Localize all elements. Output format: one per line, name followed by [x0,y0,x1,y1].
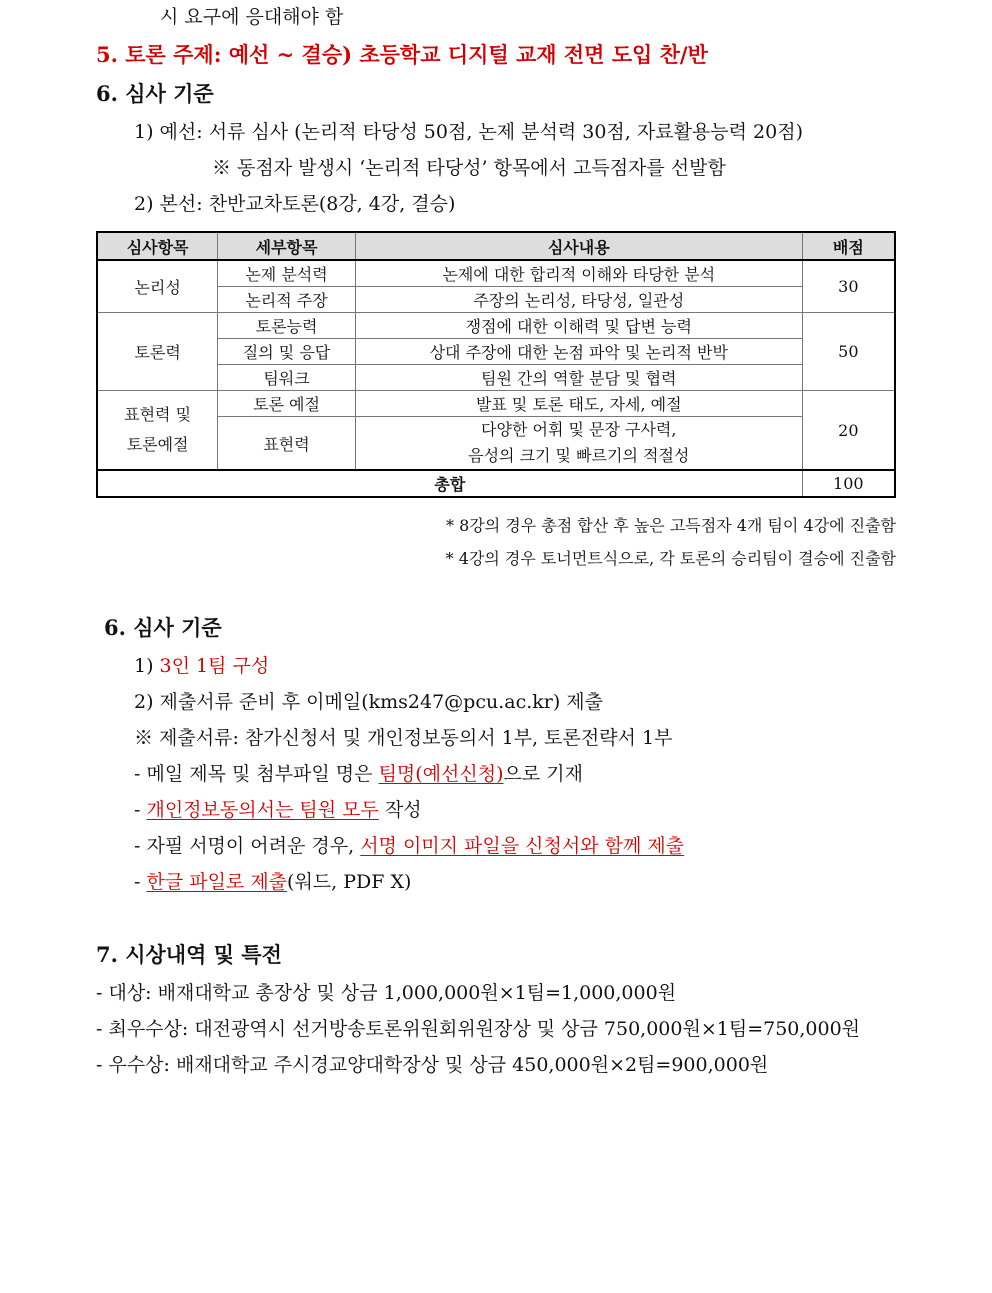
table-row [97,313,895,339]
excellence-prize: - 최우수상: 대전광역시 선거방송토론위원회위원장상 및 상금 750,000원×1팀=750,000원 [96,1018,861,1040]
main-round-criteria: 2) 본선: 찬반교차토론(8강, 4강, 결승) [134,193,456,215]
continuation-text: 시 요구에 응대해야 함 [160,6,344,28]
text-segment: - [134,799,147,821]
sub-item-cell: 논제 분석력 [218,260,356,287]
category-cell: 논리성 [97,260,218,313]
sub-item-cell: 토론능력 [218,313,356,339]
text-segment: - 메일 제목 및 첨부파일 명은 [134,763,379,785]
text-segment: - [134,871,147,893]
signature-rule [134,833,684,859]
prelim-criteria: 1) 예선: 서류 심사 (논리적 타당성 50점, 논제 분석력 30점, 자료활용능력 20점) [134,121,803,143]
team-name-highlight: 팀명(예선신청) [378,763,504,785]
content-line: 음성의 크기 및 빠르기의 적절성 [468,446,690,465]
table-row [97,260,895,287]
category-cell [97,391,218,471]
text-segment: - 자필 서명이 어려운 경우, [134,835,361,857]
file-format-highlight: 한글 파일로 제출 [146,871,288,893]
naming-rule [134,761,583,787]
text-segment: 으로 기재 [503,763,583,785]
sub-item-cell: 논리적 주장 [218,287,356,313]
topic-heading: 5. 토론 주제: 예선 ~ 결승) 초등학교 디지털 교재 전면 도입 찬/반 [96,42,708,67]
tiebreak-note: ※ 동점자 발생시 ‘논리적 타당성’ 항목에서 고득점자를 선발함 [212,157,726,179]
category-line: 토론예절 [126,435,189,454]
sub-item-cell: 토론 예절 [218,391,356,417]
score-cell: 20 [802,391,895,471]
total-label: 총합 [97,470,802,497]
total-row [97,470,895,497]
content-cell: 상대 주장에 대한 논점 파악 및 논리적 반박 [355,339,802,365]
consent-rule [134,797,422,823]
content-cell: 논제에 대한 합리적 이해와 타당한 분석 [355,260,802,287]
table-header-row [97,232,895,260]
sub-item-cell: 팀워크 [218,365,356,391]
content-cell: 쟁점에 대한 이해력 및 답변 능력 [355,313,802,339]
category-cell: 토론력 [97,313,218,391]
category-line: 표현력 및 [124,405,192,424]
quarterfinal-note: * 8강의 경우 총점 합산 후 높은 고득점자 4개 팀이 4강에 진출함 [446,516,896,535]
text-segment: (워드, PDF X) [287,871,412,893]
table-header: 심사항목 [97,232,218,260]
table-row [97,391,895,417]
section-heading-awards: 7. 시상내역 및 특전 [96,942,282,967]
content-cell: 발표 및 토론 태도, 자세, 예절 [355,391,802,417]
merit-prize: - 우수상: 배재대학교 주시경교양대학장상 및 상금 450,000원×2팀=900,000원 [96,1054,769,1076]
criteria-table [96,231,896,498]
total-score: 100 [802,470,895,497]
score-cell: 50 [802,313,895,391]
item-prefix: 1) [134,655,160,677]
documents-note: ※ 제출서류: 참가신청서 및 개인정보동의서 1부, 토론전략서 1부 [134,727,673,749]
team-composition [134,653,269,679]
table-header: 세부항목 [218,232,356,260]
file-format-rule [134,869,411,895]
content-cell: 팀원 간의 역할 분담 및 협력 [355,365,802,391]
text-segment: 작성 [378,799,422,821]
sub-item-cell: 표현력 [218,417,356,471]
content-cell [355,417,802,471]
submission-instruction: 2) 제출서류 준비 후 이메일(kms247@pcu.ac.kr) 제출 [134,691,604,713]
content-cell: 주장의 논리성, 타당성, 일관성 [355,287,802,313]
score-cell: 30 [802,260,895,313]
section-heading-submission: 6. 심사 기준 [104,615,222,640]
section-heading-criteria: 6. 심사 기준 [96,81,214,106]
signature-highlight: 서명 이미지 파일을 신청서와 함께 제출 [360,835,685,857]
consent-highlight: 개인정보동의서는 팀원 모두 [146,799,379,821]
grand-prize: - 대상: 배재대학교 총장상 및 상금 1,000,000원×1팀=1,000,000원 [96,982,677,1004]
team-composition-text: 3인 1팀 구성 [159,655,270,677]
semifinal-note: * 4강의 경우 토너먼트식으로, 각 토론의 승리팀이 결승에 진출함 [445,549,896,568]
content-line: 다양한 어휘 및 문장 구사력, [481,420,677,439]
table-header: 심사내용 [355,232,802,260]
table-header: 배점 [802,232,895,260]
sub-item-cell: 질의 및 응답 [218,339,356,365]
